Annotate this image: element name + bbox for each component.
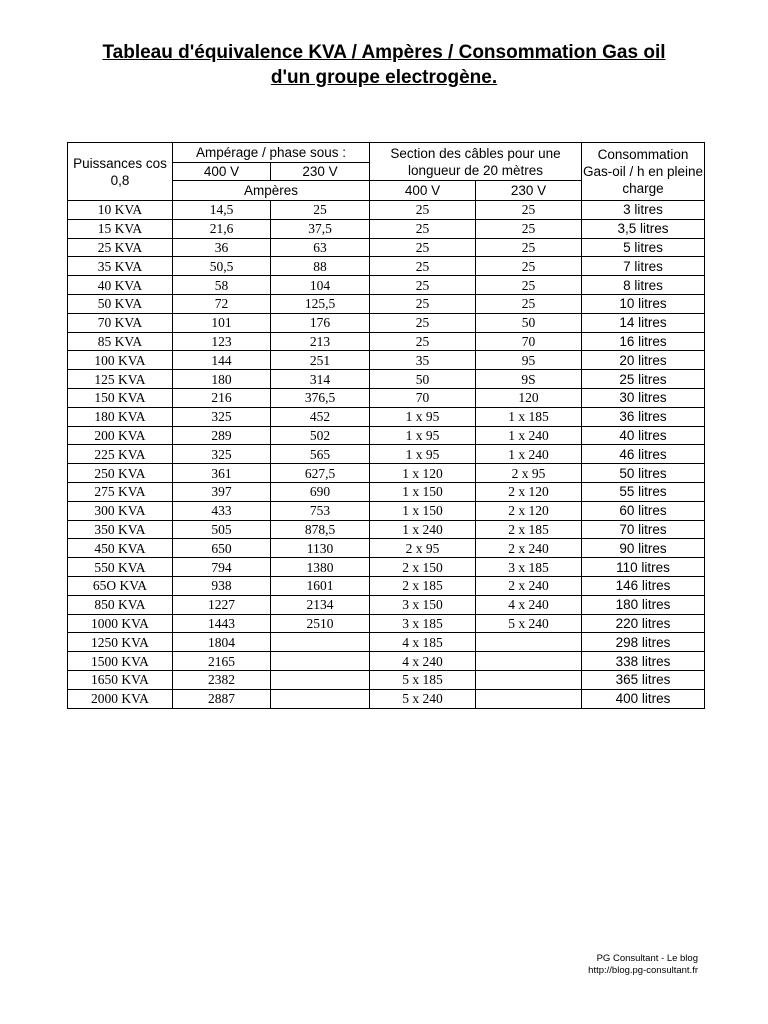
- cell-kva: 1650 KVA: [68, 670, 173, 689]
- table-row: [68, 332, 705, 351]
- cell-consommation: 110 litres: [582, 558, 705, 577]
- cell-consommation: 3,5 litres: [582, 219, 705, 238]
- cell-amperes-400v: 50,5: [173, 257, 271, 276]
- table-row: [68, 257, 705, 276]
- header-section: Section des câbles pour une longueur de 20 mètres: [370, 143, 582, 181]
- table-row: [68, 351, 705, 370]
- header-consommation: Consommation Gas-oil / h en pleine charge: [582, 143, 705, 201]
- cell-section-400v: 4 x 185: [370, 633, 476, 652]
- cell-consommation: 5 litres: [582, 238, 705, 257]
- header-section-230v: 230 V: [476, 181, 582, 201]
- cell-section-400v: 5 x 185: [370, 670, 476, 689]
- cell-amperes-230v: 2510: [271, 614, 370, 633]
- cell-section-230v: 1 x 185: [476, 407, 582, 426]
- table-row: [68, 633, 705, 652]
- cell-amperes-230v: 125,5: [271, 294, 370, 313]
- cell-consommation: 40 litres: [582, 426, 705, 445]
- cell-section-400v: 1 x 95: [370, 426, 476, 445]
- cell-section-230v: 2 x 185: [476, 520, 582, 539]
- cell-kva: 450 KVA: [68, 539, 173, 558]
- cell-section-230v: 50: [476, 313, 582, 332]
- cell-section-400v: 2 x 95: [370, 539, 476, 558]
- cell-section-230v: 95: [476, 351, 582, 370]
- cell-section-400v: 35: [370, 351, 476, 370]
- table-row: [68, 689, 705, 708]
- table-row: [68, 464, 705, 483]
- cell-section-400v: 2 x 185: [370, 576, 476, 595]
- table-row: [68, 294, 705, 313]
- cell-section-400v: 3 x 185: [370, 614, 476, 633]
- cell-section-400v: 25: [370, 332, 476, 351]
- cell-consommation: 25 litres: [582, 370, 705, 389]
- cell-amperes-400v: 361: [173, 464, 271, 483]
- cell-amperes-400v: 1443: [173, 614, 271, 633]
- cell-amperes-230v: 63: [271, 238, 370, 257]
- cell-consommation: 20 litres: [582, 351, 705, 370]
- cell-section-400v: 25: [370, 257, 476, 276]
- table-row: [68, 201, 705, 220]
- cell-amperes-400v: 14,5: [173, 201, 271, 220]
- cell-amperes-230v: 176: [271, 313, 370, 332]
- cell-section-400v: 4 x 240: [370, 652, 476, 671]
- header-amperage-400v: 400 V: [173, 163, 271, 181]
- cell-consommation: 400 litres: [582, 689, 705, 708]
- cell-consommation: 55 litres: [582, 482, 705, 501]
- footer: [588, 953, 698, 977]
- cell-consommation: 60 litres: [582, 501, 705, 520]
- header-amperage-230v: 230 V: [271, 163, 370, 181]
- cell-section-230v: 2 x 120: [476, 501, 582, 520]
- cell-section-230v: 4 x 240: [476, 595, 582, 614]
- cell-section-400v: 50: [370, 370, 476, 389]
- cell-amperes-230v: 452: [271, 407, 370, 426]
- table-row: [68, 652, 705, 671]
- cell-consommation: 10 litres: [582, 294, 705, 313]
- table-body: [68, 201, 705, 709]
- cell-section-400v: 2 x 150: [370, 558, 476, 577]
- cell-kva: 225 KVA: [68, 445, 173, 464]
- header-amperage: Ampérage / phase sous :: [173, 143, 370, 163]
- cell-amperes-230v: [271, 670, 370, 689]
- table-row: [68, 219, 705, 238]
- cell-amperes-400v: 505: [173, 520, 271, 539]
- cell-kva: 65O KVA: [68, 576, 173, 595]
- cell-section-400v: 25: [370, 238, 476, 257]
- cell-kva: 2000 KVA: [68, 689, 173, 708]
- table-row: [68, 238, 705, 257]
- cell-kva: 10 KVA: [68, 201, 173, 220]
- table-row: [68, 370, 705, 389]
- cell-amperes-400v: 2165: [173, 652, 271, 671]
- cell-amperes-230v: 314: [271, 370, 370, 389]
- cell-amperes-400v: 650: [173, 539, 271, 558]
- cell-kva: 850 KVA: [68, 595, 173, 614]
- table-row: [68, 313, 705, 332]
- cell-amperes-230v: [271, 652, 370, 671]
- equivalence-table: [67, 142, 705, 709]
- cell-amperes-230v: 753: [271, 501, 370, 520]
- cell-section-230v: 2 x 95: [476, 464, 582, 483]
- cell-amperes-400v: 21,6: [173, 219, 271, 238]
- cell-consommation: 365 litres: [582, 670, 705, 689]
- cell-section-400v: 1 x 120: [370, 464, 476, 483]
- cell-section-230v: 1 x 240: [476, 426, 582, 445]
- cell-amperes-230v: [271, 689, 370, 708]
- cell-kva: 300 KVA: [68, 501, 173, 520]
- table-row: [68, 614, 705, 633]
- table-row: [68, 558, 705, 577]
- footer-url: http://blog.pg-consultant.fr: [588, 965, 698, 976]
- cell-section-400v: 1 x 150: [370, 501, 476, 520]
- cell-consommation: 50 litres: [582, 464, 705, 483]
- cell-section-230v: 2 x 240: [476, 539, 582, 558]
- cell-kva: 85 KVA: [68, 332, 173, 351]
- cell-kva: 200 KVA: [68, 426, 173, 445]
- cell-kva: 180 KVA: [68, 407, 173, 426]
- cell-section-230v: [476, 689, 582, 708]
- cell-amperes-230v: 690: [271, 482, 370, 501]
- cell-amperes-400v: 1227: [173, 595, 271, 614]
- cell-amperes-230v: 565: [271, 445, 370, 464]
- cell-consommation: 146 litres: [582, 576, 705, 595]
- title-line-2: d'un groupe electrogène.: [270, 67, 498, 88]
- table-row: [68, 407, 705, 426]
- cell-amperes-230v: 104: [271, 276, 370, 295]
- cell-consommation: 180 litres: [582, 595, 705, 614]
- cell-amperes-400v: 58: [173, 276, 271, 295]
- cell-amperes-400v: 123: [173, 332, 271, 351]
- table-row: [68, 276, 705, 295]
- cell-section-400v: 1 x 95: [370, 445, 476, 464]
- cell-section-400v: 3 x 150: [370, 595, 476, 614]
- cell-kva: 50 KVA: [68, 294, 173, 313]
- table-row: [68, 426, 705, 445]
- cell-amperes-400v: 938: [173, 576, 271, 595]
- cell-section-400v: 1 x 95: [370, 407, 476, 426]
- table-row: [68, 520, 705, 539]
- cell-amperes-230v: 88: [271, 257, 370, 276]
- cell-kva: 250 KVA: [68, 464, 173, 483]
- cell-section-230v: 2 x 240: [476, 576, 582, 595]
- table-row: [68, 595, 705, 614]
- cell-consommation: 8 litres: [582, 276, 705, 295]
- cell-kva: 350 KVA: [68, 520, 173, 539]
- cell-amperes-230v: 1601: [271, 576, 370, 595]
- cell-kva: 35 KVA: [68, 257, 173, 276]
- cell-amperes-230v: 502: [271, 426, 370, 445]
- cell-amperes-230v: 25: [271, 201, 370, 220]
- cell-kva: 70 KVA: [68, 313, 173, 332]
- cell-amperes-400v: 2887: [173, 689, 271, 708]
- cell-amperes-400v: 794: [173, 558, 271, 577]
- cell-kva: 25 KVA: [68, 238, 173, 257]
- cell-consommation: 46 litres: [582, 445, 705, 464]
- cell-section-230v: 120: [476, 388, 582, 407]
- footer-blog-name: PG Consultant - Le blog: [596, 953, 698, 964]
- cell-amperes-230v: 37,5: [271, 219, 370, 238]
- cell-kva: 40 KVA: [68, 276, 173, 295]
- cell-section-400v: 1 x 240: [370, 520, 476, 539]
- table-row: [68, 501, 705, 520]
- cell-section-230v: [476, 633, 582, 652]
- cell-section-230v: 25: [476, 238, 582, 257]
- cell-kva: 125 KVA: [68, 370, 173, 389]
- cell-amperes-400v: 144: [173, 351, 271, 370]
- cell-kva: 150 KVA: [68, 388, 173, 407]
- header-puissances: Puissances cos 0,8: [68, 143, 173, 201]
- cell-amperes-230v: 1130: [271, 539, 370, 558]
- cell-kva: 15 KVA: [68, 219, 173, 238]
- cell-kva: 550 KVA: [68, 558, 173, 577]
- cell-consommation: 298 litres: [582, 633, 705, 652]
- cell-kva: 1000 KVA: [68, 614, 173, 633]
- cell-consommation: 36 litres: [582, 407, 705, 426]
- cell-amperes-400v: 2382: [173, 670, 271, 689]
- cell-kva: 100 KVA: [68, 351, 173, 370]
- cell-section-400v: 25: [370, 219, 476, 238]
- cell-amperes-230v: 213: [271, 332, 370, 351]
- cell-consommation: 220 litres: [582, 614, 705, 633]
- cell-amperes-230v: 2134: [271, 595, 370, 614]
- table-row: [68, 670, 705, 689]
- cell-amperes-400v: 72: [173, 294, 271, 313]
- cell-amperes-230v: [271, 633, 370, 652]
- header-amperes: Ampères: [173, 181, 370, 201]
- cell-section-230v: 3 x 185: [476, 558, 582, 577]
- cell-section-230v: 25: [476, 257, 582, 276]
- cell-consommation: 16 litres: [582, 332, 705, 351]
- cell-amperes-400v: 325: [173, 407, 271, 426]
- cell-consommation: 338 litres: [582, 652, 705, 671]
- cell-amperes-230v: 251: [271, 351, 370, 370]
- cell-section-230v: 25: [476, 276, 582, 295]
- cell-section-400v: 25: [370, 313, 476, 332]
- cell-section-400v: 25: [370, 276, 476, 295]
- cell-amperes-400v: 397: [173, 482, 271, 501]
- cell-consommation: 7 litres: [582, 257, 705, 276]
- cell-consommation: 14 litres: [582, 313, 705, 332]
- header-section-400v: 400 V: [370, 181, 476, 201]
- cell-amperes-230v: 376,5: [271, 388, 370, 407]
- cell-amperes-400v: 325: [173, 445, 271, 464]
- cell-consommation: 90 litres: [582, 539, 705, 558]
- cell-amperes-400v: 433: [173, 501, 271, 520]
- table-row: [68, 539, 705, 558]
- table-row: [68, 576, 705, 595]
- cell-section-230v: 2 x 120: [476, 482, 582, 501]
- cell-section-230v: 70: [476, 332, 582, 351]
- cell-kva: 1500 KVA: [68, 652, 173, 671]
- cell-consommation: 70 litres: [582, 520, 705, 539]
- cell-amperes-230v: 1380: [271, 558, 370, 577]
- cell-amperes-400v: 101: [173, 313, 271, 332]
- cell-amperes-230v: 878,5: [271, 520, 370, 539]
- cell-amperes-400v: 36: [173, 238, 271, 257]
- cell-section-400v: 25: [370, 201, 476, 220]
- cell-amperes-400v: 216: [173, 388, 271, 407]
- title-line-1: Tableau d'équivalence KVA / Ampères / Consommation Gas oil: [102, 42, 666, 63]
- cell-amperes-230v: 627,5: [271, 464, 370, 483]
- cell-section-400v: 70: [370, 388, 476, 407]
- table-row: [68, 445, 705, 464]
- cell-section-230v: 25: [476, 201, 582, 220]
- cell-section-230v: 1 x 240: [476, 445, 582, 464]
- cell-amperes-400v: 180: [173, 370, 271, 389]
- cell-kva: 1250 KVA: [68, 633, 173, 652]
- cell-consommation: 30 litres: [582, 388, 705, 407]
- cell-section-400v: 5 x 240: [370, 689, 476, 708]
- cell-section-230v: 25: [476, 219, 582, 238]
- cell-section-400v: 25: [370, 294, 476, 313]
- cell-section-230v: 9S: [476, 370, 582, 389]
- cell-consommation: 3 litres: [582, 201, 705, 220]
- cell-amperes-400v: 289: [173, 426, 271, 445]
- table-header: [68, 143, 705, 201]
- cell-amperes-400v: 1804: [173, 633, 271, 652]
- cell-section-400v: 1 x 150: [370, 482, 476, 501]
- document-title: [0, 40, 768, 90]
- table-row: [68, 388, 705, 407]
- table-row: [68, 482, 705, 501]
- cell-section-230v: [476, 652, 582, 671]
- cell-section-230v: [476, 670, 582, 689]
- cell-kva: 275 KVA: [68, 482, 173, 501]
- cell-section-230v: 5 x 240: [476, 614, 582, 633]
- cell-section-230v: 25: [476, 294, 582, 313]
